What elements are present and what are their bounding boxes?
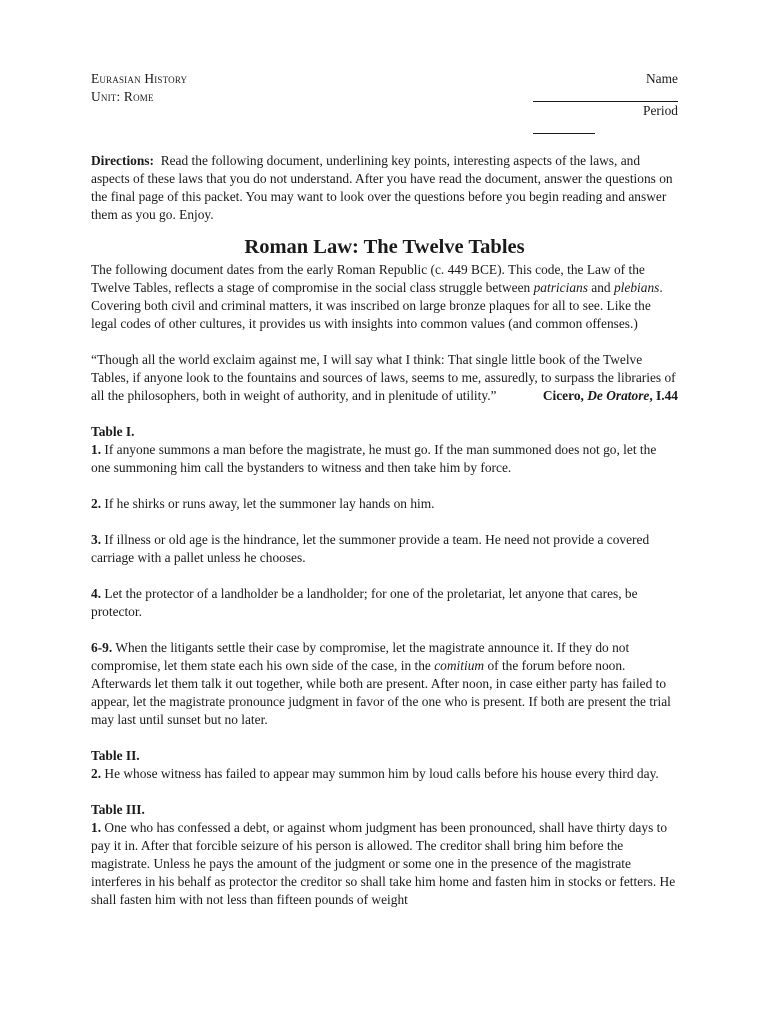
law-entry: [91, 639, 678, 729]
law-entry: [91, 585, 678, 621]
law-number: 1.: [91, 820, 102, 835]
law-number: 2.: [91, 496, 102, 511]
quote-author: Cicero,: [542, 388, 584, 403]
period-line: [533, 102, 678, 134]
term-plebians: plebians: [613, 280, 660, 295]
page-header: [91, 70, 678, 134]
law-text: One who has confessed a debt, or against whom judgment has been pronounced, shall have thirty days to pay it in. After that forcible seizure of his person is allowed. The creditor shall bring him before the magistrate. Unless he pays the amount of the judgment or some one in the presence of the magistrate interferes in his behalf as protector the creditor so shall take him home and fasten him in stocks or fetters. He shall fasten him with not less than fifteen pounds of weight: [91, 820, 676, 907]
law-number: 1.: [91, 442, 102, 457]
intro-text-2: . Covering both civil and criminal matters, it was inscribed on large bronze plaques for all to see. Like the legal codes of other cultures, it provides us with insights into common values (and common offenses.): [91, 280, 663, 331]
intro-text-1: The following document dates from the early Roman Republic (c. 449 BCE). This code, the Law of the Twelve Tables, reflects a stage of compromise in the social class struggle between: [91, 262, 645, 295]
course-name: Eurasian History: [91, 71, 188, 86]
law-entry: [91, 495, 678, 513]
directions-label: Directions:: [91, 153, 154, 168]
law-entry: [91, 441, 678, 477]
intro-and: and: [591, 280, 611, 295]
quote-ref: , I.44: [649, 388, 678, 403]
law-text: He whose witness has failed to appear may summon him by loud calls before his house every third day.: [104, 766, 659, 781]
law-text: If anyone summons a man before the magistrate, he must go. If the man summoned does not go, let the one summoning him call the bystanders to witness and then take him by force.: [91, 442, 657, 475]
law-text: When the litigants settle their case by compromise, let the magistrate announce it. If they do not compromise, let them state each his own side of the case, in the: [91, 640, 630, 673]
document-title: Roman Law: The Twelve Tables: [244, 236, 525, 258]
unit-name: Unit: Rome: [91, 89, 154, 104]
course-info: [91, 70, 187, 134]
law-entry: [91, 531, 678, 567]
law-text: If he shirks or runs away, let the summoner lay hands on him.: [104, 496, 435, 511]
law-number: 4.: [91, 586, 102, 601]
law-text: If illness or old age is the hindrance, let the summoner provide a team. He need not provide a covered carriage with a pallet unless he chooses.: [91, 532, 650, 565]
law-entry: [91, 765, 678, 783]
name-label: Name: [646, 71, 678, 86]
cicero-quote: [91, 351, 678, 405]
quote-attribution: [543, 387, 678, 405]
period-label: Period: [643, 103, 678, 118]
law-number: 6-9.: [91, 640, 113, 655]
directions: [91, 152, 678, 224]
directions-text: Read the following document, underlining key points, interesting aspects of the laws, and aspects of these laws that you do not understand. After you have read the document, answer the questions on the final page of this packet. You may want to look over the questions before you begin reading and answer them as you go. Enjoy.: [91, 153, 673, 222]
period-field[interactable]: [533, 120, 595, 134]
intro-paragraph: [91, 261, 678, 333]
quote-work: De Oratore: [587, 388, 650, 403]
law-text: Let the protector of a landholder be a landholder; for one of the proletariat, let anyone that cares, be protector.: [91, 586, 638, 619]
name-field[interactable]: [533, 88, 678, 102]
student-info: [533, 70, 678, 134]
law-number: 2.: [91, 766, 102, 781]
table-1-heading: Table I.: [91, 424, 135, 439]
table-2-heading: Table II.: [91, 748, 140, 763]
name-line: [533, 70, 678, 102]
term-patricians: patricians: [533, 280, 588, 295]
table-3-heading: Table III.: [91, 802, 145, 817]
law-number: 3.: [91, 532, 102, 547]
law-text-continued: of the forum before noon. Afterwards let them talk it out together, while both are present. After noon, in case either party has failed to appear, let the magistrate pronounce judgment in favor of the one who is present. If both are present the trial may last until sunset but no later.: [91, 658, 671, 727]
law-entry: [91, 819, 678, 909]
term-comitium: comitium: [434, 658, 485, 673]
quote-text: “Though all the world exclaim against me, I will say what I think: That single little book of the Twelve Tables, if anyone look to the fountains and sources of laws, seems to me, assuredly, to surpass the libraries of all the philosophers, both in weight of authority, and in plenitude of utility.”: [91, 352, 676, 403]
